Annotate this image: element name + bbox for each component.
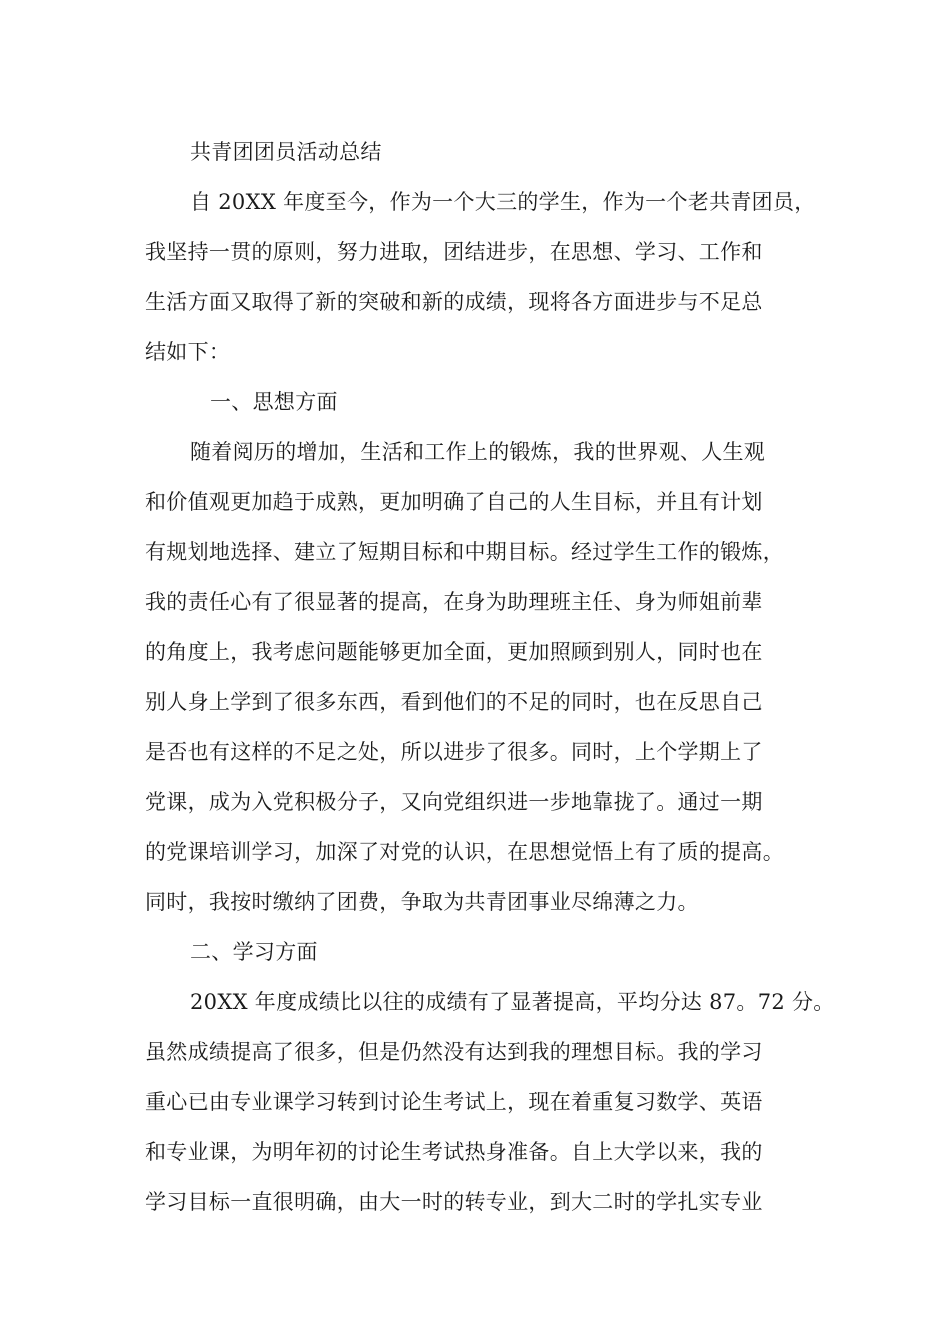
paragraph-line: 的党课培训学习，加深了对党的认识，在思想觉悟上有了质的提高。 xyxy=(145,840,784,864)
paragraph-line: 和专业课，为明年初的讨论生考试热身准备。自上大学以来，我的 xyxy=(145,1140,763,1164)
paragraph-line: 虽然成绩提高了很多，但是仍然没有达到我的理想目标。我的学习 xyxy=(145,1040,763,1064)
section-heading: 一、思想方面 xyxy=(210,390,338,414)
paragraph-line: 20XX 年度成绩比以往的成绩有了显著提高，平均分达 87。72 分。 xyxy=(190,990,835,1014)
paragraph-line: 是否也有这样的不足之处，所以进步了很多。同时，上个学期上了 xyxy=(145,740,763,764)
paragraph-line: 别人身上学到了很多东西，看到他们的不足的同时，也在反思自己 xyxy=(145,690,763,714)
paragraph-line: 的角度上，我考虑问题能够更加全面，更加照顾到别人，同时也在 xyxy=(145,640,763,664)
paragraph-line: 我坚持一贯的原则，努力进取，团结进步，在思想、学习、工作和 xyxy=(145,240,763,264)
paragraph-line: 学习目标一直很明确，由大一时的转专业，到大二时的学扎实专业 xyxy=(145,1190,763,1214)
section-heading: 二、学习方面 xyxy=(190,940,318,964)
paragraph-line: 重心已由专业课学习转到讨论生考试上，现在着重复习数学、英语 xyxy=(145,1090,763,1114)
paragraph-line: 结如下： xyxy=(145,340,231,364)
paragraph-line: 自 20XX 年度至今，作为一个大三的学生，作为一个老共青团员， xyxy=(190,190,816,214)
document-title: 共青团团员活动总结 xyxy=(190,140,382,164)
paragraph-line: 同时，我按时缴纳了团费，争取为共青团事业尽绵薄之力。 xyxy=(145,890,699,914)
paragraph-line: 我的责任心有了很显著的提高，在身为助理班主任、身为师姐前辈 xyxy=(145,590,763,614)
paragraph-line: 随着阅历的增加，生活和工作上的锻炼，我的世界观、人生观 xyxy=(190,440,766,464)
paragraph-line: 和价值观更加趋于成熟，更加明确了自己的人生目标，并且有计划 xyxy=(145,490,763,514)
paragraph-line: 有规划地选择、建立了短期目标和中期目标。经过学生工作的锻炼， xyxy=(145,540,784,564)
paragraph-line: 党课，成为入党积极分子，又向党组织进一步地靠拢了。通过一期 xyxy=(145,790,763,814)
paragraph-line: 生活方面又取得了新的突破和新的成绩，现将各方面进步与不足总 xyxy=(145,290,763,314)
